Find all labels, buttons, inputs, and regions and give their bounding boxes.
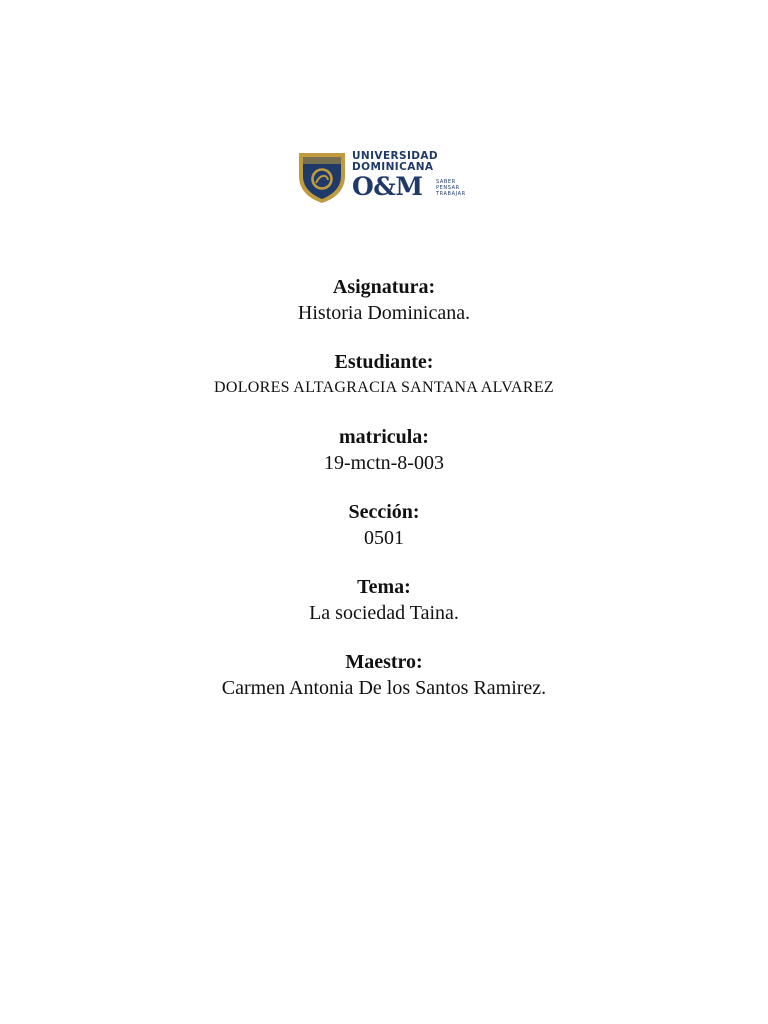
enrollment-value: 19-mctn-8-003 (324, 452, 444, 474)
topic-value: La sociedad Taina. (309, 602, 459, 624)
teacher-value: Carmen Antonia De los Santos Ramirez. (221, 677, 547, 699)
field-topic (0, 574, 768, 626)
field-student (0, 349, 768, 401)
subject-label: Asignatura: (332, 276, 436, 298)
student-label: Estudiante: (334, 351, 434, 373)
logo-line-dominicana: DOMINICANA (352, 161, 434, 173)
section-value: 0501 (364, 527, 404, 549)
logo-motto (436, 179, 466, 197)
logo-brand-om: O&M (352, 172, 423, 201)
teacher-label: Maestro: (345, 651, 423, 673)
enrollment-label: matricula: (339, 426, 429, 448)
logo-wordmark (352, 150, 466, 201)
motto-word: TRABAJAR (436, 191, 466, 197)
topic-label: Tema: (357, 576, 411, 598)
subject-value: Historia Dominicana. (297, 302, 471, 324)
section-label: Sección: (348, 501, 420, 523)
motto-word: PENSAR (436, 185, 460, 191)
field-enrollment (0, 424, 768, 476)
motto-word: SABER (436, 179, 456, 185)
university-logo (296, 150, 476, 206)
field-teacher (0, 649, 768, 701)
cover-details (0, 274, 768, 724)
field-section (0, 499, 768, 551)
logo-line-university: UNIVERSIDAD (352, 150, 439, 162)
field-subject (0, 274, 768, 326)
student-value: DOLORES ALTAGRACIA SANTANA ALVAREZ (214, 379, 554, 396)
shield-emblem-icon (296, 150, 348, 204)
